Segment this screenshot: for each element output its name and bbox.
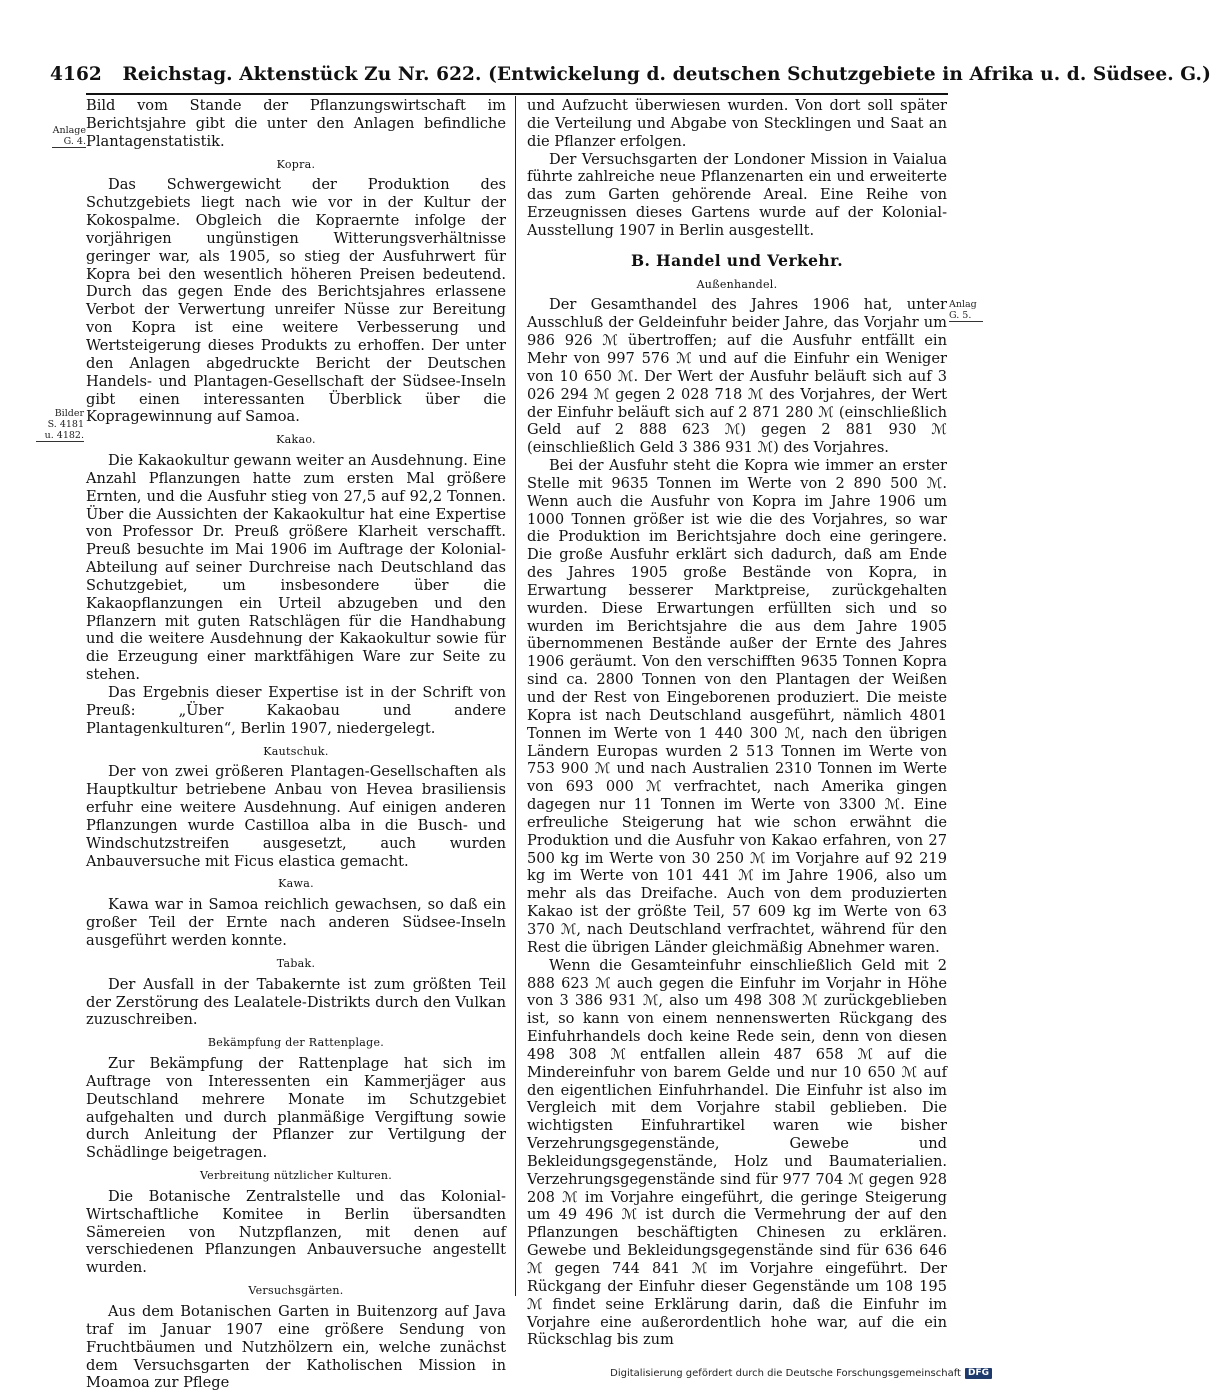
paragraph: Bild vom Stande der Pflanzungswirtschaft im Berichtsjahre gibt die unter den Anlagen befindliche Plantagenstatistik. — [86, 97, 506, 150]
section-heading-versuchsgaerten: Versuchsgärten. — [248, 1284, 344, 1298]
paragraph: Der Gesamthandel des Jahres 1906 hat, unter Ausschluß der Geldeinfuhr beider Jahre, das Vorjahr um 986 926 ℳ übertroffen; auf die Ausfuhr entfällt ein Mehr von 997 576 ℳ und auf die Einfuhr ein Weniger von 10 650 ℳ. Der Wert der Ausfuhr beläuft sich auf 3 026 294 ℳ gegen 2 028 718 ℳ des Vorjahres, der Wert der Einfuhr beläuft sich auf 2 871 280 ℳ (einschließlich Geld auf 2 888 623 ℳ) gegen 2 881 930 ℳ (einschließlich Geld 3 386 931 ℳ) des Vorjahres. — [527, 296, 947, 457]
paragraph: Das Ergebnis dieser Expertise ist in der Schrift von Preuß: „Über Kakaobau und andere Plantagenkulturen“, Berlin 1907, niedergelegt. — [86, 684, 506, 737]
section-heading-kopra: Kopra. — [276, 157, 316, 171]
section-heading-kakao: Kakao. — [276, 433, 316, 447]
margin-note-line: S. 4181 — [47, 419, 84, 430]
paragraph: Kawa war in Samoa reichlich gewachsen, so daß ein großer Teil der Ernte nach anderen Südsee-Inseln ausgeführt werden konnte. — [86, 896, 506, 949]
paragraph: Der Versuchsgarten der Londoner Mission in Vaialua führte zahlreiche neue Pflanzenarten ein und erweiterte das zum Garten gehörende Areal. Eine Reihe von Erzeugnissen dieses Gartens wurde auf der Kolonial-Ausstellung 1907 in Berlin ausgestellt. — [527, 150, 947, 239]
margin-note-bilder — [36, 408, 84, 442]
margin-note-line: G. 4. — [52, 136, 86, 148]
paragraph: Aus dem Botanischen Garten in Buitenzorg auf Java traf im Januar 1907 eine größere Sendung von Fruchtbäumen und Nutzhölzern ein, welche zunächst dem Versuchsgarten der Katholischen Mission in Moamoa zur Pflege — [86, 1303, 506, 1392]
margin-note-anlage-g4 — [52, 125, 86, 148]
right-column — [527, 97, 947, 1349]
section-heading-kawa: Kawa. — [278, 877, 314, 891]
paragraph: Der Ausfall in der Tabakernte ist zum größten Teil der Zerstörung des Lealatele-Distrikts durch den Vulkan zuzuschreiben. — [86, 975, 506, 1029]
paragraph: und Aufzucht überwiesen wurden. Von dort soll später die Verteilung und Abgabe von Stecklingen und Saat an die Pflanzer erfolgen. — [527, 97, 947, 150]
margin-note-line: G. 5. — [949, 310, 983, 322]
paragraph: Die Botanische Zentralstelle und das Kolonial-Wirtschaftliche Komitee in Berlin übersandten Sämereien von Nutzpflanzen, mit denen auf verschiedenen Pflanzungen Anbauversuche angestellt wurden. — [86, 1187, 506, 1277]
section-heading-kautschuk: Kautschuk. — [263, 744, 329, 758]
header-title: Reichstag. Aktenstück Zu Nr. 622. (Entwickelung d. deutschen Schutzgebiete in Afrika u. d. Südsee. G.) — [122, 64, 1211, 85]
margin-note-line: Anlag — [949, 299, 977, 310]
digitization-footer — [610, 1368, 992, 1379]
page-header — [50, 64, 1211, 85]
paragraph: Wenn die Gesamteinfuhr einschließlich Geld mit 2 888 623 ℳ auch gegen die Einfuhr im Vorjahr in Höhe von 3 386 931 ℳ, also um 498 308 ℳ zurückgeblieben ist, so kann von einem nennenswerten Rückgang des Einfuhrhandels doch keine Rede sein, denn von diesen 498 308 ℳ entfallen allein 487 658 ℳ auf die Mindereinfuhr von barem Gelde und nur 10 650 ℳ auf den eigentlichen Einfuhrhandel. Die Einfuhr ist also im Vergleich mit dem Vorjahre stabil geblieben. Die wichtigsten Einfuhrartikel waren wie bisher Verzehrungsgegenstände, Gewebe und Bekleidungsgegenstände, Holz und Baumaterialien. Verzehrungsgegenstände sind für 977 704 ℳ gegen 928 208 ℳ im Vorjahre eingeführt, die geringe Steigerung um 49 496 ℳ ist durch die Vermehrung der auf den Pflanzungen beschäftigten Chinesen zu erklären. Gewebe und Bekleidungsgegenstände sind für 636 646 ℳ gegen 744 841 ℳ im Vorjahre eingeführt. Der Rückgang der Einfuhr dieser Gegenstände um 108 195 ℳ findet seine Erklärung darin, daß die Einfuhr im Vorjahre eine außerordentlich hohe war, auf die ein Rückschlag bis zum — [527, 956, 947, 1349]
dfg-logo: DFG — [965, 1368, 992, 1379]
page-number: 4162 — [50, 64, 102, 85]
margin-note-line: u. 4182. — [36, 430, 84, 442]
margin-note-line: Anlage — [52, 125, 86, 136]
paragraph: Bei der Ausfuhr steht die Kopra wie immer an erster Stelle mit 9635 Tonnen im Werte von 2 890 500 ℳ. Wenn auch die Ausfuhr von Kopra im Jahre 1906 um 1000 Tonnen größer ist wie die des Vorjahres, so war die Produktion im Berichtsjahre doch eine geringere. Die große Ausfuhr erklärt sich dadurch, daß am Ende des Jahres 1905 große Bestände von Kopra, in Erwartung besserer Marktpreise, zurückgehalten wurden. Diese Erwartungen erfüllten sich und so wurden im Berichtsjahre die aus dem Jahre 1905 übernommenen Bestände außer der Ernte des Jahres 1906 geräumt. Von den verschifften 9635 Tonnen Kopra sind ca. 2800 Tonnen von den Plantagen der Weißen und der Rest von Eingeborenen produziert. Die meiste Kopra ist nach Deutschland ausgeführt, nämlich 4801 Tonnen im Werte von 1 440 300 ℳ, nach den übrigen Ländern Europas wurden 2 513 Tonnen im Werte von 753 900 ℳ und nach Australien 2310 Tonnen im Werte von 693 000 ℳ verfrachtet, nach Amerika gingen dagegen nur 11 Tonnen im Werte von 3300 ℳ. Eine erfreuliche Steigerung hat wie schon erwähnt die Produktion und die Ausfuhr von Kakao erfahren, von 27 500 kg im Werte von 30 250 ℳ im Vorjahre auf 92 219 kg im Werte von 101 441 ℳ im Jahre 1906, also um mehr als das Dreifache. Auch von dem produzierten Kakao ist der größte Teil, 57 609 kg im Werte von 63 370 ℳ, nach Deutschland verfrachtet, während für den Rest die übrigen Länder gleichmäßig Abnehmer waren. — [527, 457, 947, 956]
section-heading-rattenplage: Bekämpfung der Rattenplage. — [207, 1036, 385, 1050]
section-heading-kulturen: Verbreitung nützlicher Kulturen. — [199, 1169, 393, 1183]
paragraph: Zur Bekämpfung der Rattenplage hat sich im Auftrage von Interessenten ein Kammerjäger aus Deutschland mehrere Monate im Schutzgebiet aufgehalten und durch planmäßige Vergiftung sowie durch Anleitung der Pflanzer zur Vertilgung der Schädlinge beigetragen. — [86, 1055, 506, 1162]
footer-text: Digitalisierung gefördert durch die Deutsche Forschungsgemeinschaft — [610, 1368, 961, 1379]
margin-note-line: Bilder — [54, 408, 84, 419]
header-rule — [86, 93, 948, 95]
section-heading-aussenhandel: Außenhandel. — [696, 277, 778, 291]
paragraph: Das Schwergewicht der Produktion des Schutzgebiets liegt nach wie vor in der Kultur der Kokospalme. Obgleich die Kopraernte infolge der vorjährigen ungünstigen Witterungsverhältnisse geringer war, als 1905, so stieg der Ausfuhrwert für Kopra bei den wesentlich höheren Preisen bedeutend. Durch das gegen Ende des Berichtsjahres erlassene Verbot der Verwertung unreifer Nüsse zur Bereitung von Kopra ist eine weitere Verbesserung und Wertsteigerung dieses Produkts zu erhoffen. Der unter den Anlagen abgedruckte Bericht der Deutschen Handels- und Plantagen-Gesellschaft der Südsee-Inseln gibt einen interessanten Überblick über die Kopragewinnung auf Samoa. — [86, 176, 506, 426]
paragraph: Die Kakaokultur gewann weiter an Ausdehnung. Eine Anzahl Pflanzungen hatte zum ersten Mal größere Ernten, und die Ausfuhr stieg von 27,5 auf 92,2 Tonnen. Über die Aussichten der Kakaokultur hat eine Expertise von Professor Dr. Preuß größere Klarheit verschafft. Preuß besuchte im Mai 1906 im Auftrage der Kolonial-Abteilung auf seiner Durchreise nach Deutschland das Schutzgebiet, um insbesondere über die Kakaopflanzungen ein Urteil abzugeben und den Pflanzern mit guten Ratschlägen für die Handhabung und die weitere Ausdehnung der Kakaokultur sowie für die Erzeugung einer marktfähigen Ware zur Seite zu stehen. — [86, 452, 506, 684]
column-divider — [515, 96, 516, 1296]
margin-note-anlage-g5 — [949, 299, 983, 322]
section-heading-handel: B. Handel und Verkehr. — [630, 250, 844, 270]
paragraph: Der von zwei größeren Plantagen-Gesellschaften als Hauptkultur betriebene Anbau von Hevea brasiliensis erfuhr eine weitere Ausdehnung. Auf einigen anderen Pflanzungen wurde Castilloa alba in die Busch- und Windschutzstreifen ausgesetzt, auch wurden Anbauversuche mit Ficus elastica gemacht. — [86, 763, 506, 870]
section-heading-tabak: Tabak. — [276, 956, 316, 970]
left-column — [86, 97, 506, 1392]
